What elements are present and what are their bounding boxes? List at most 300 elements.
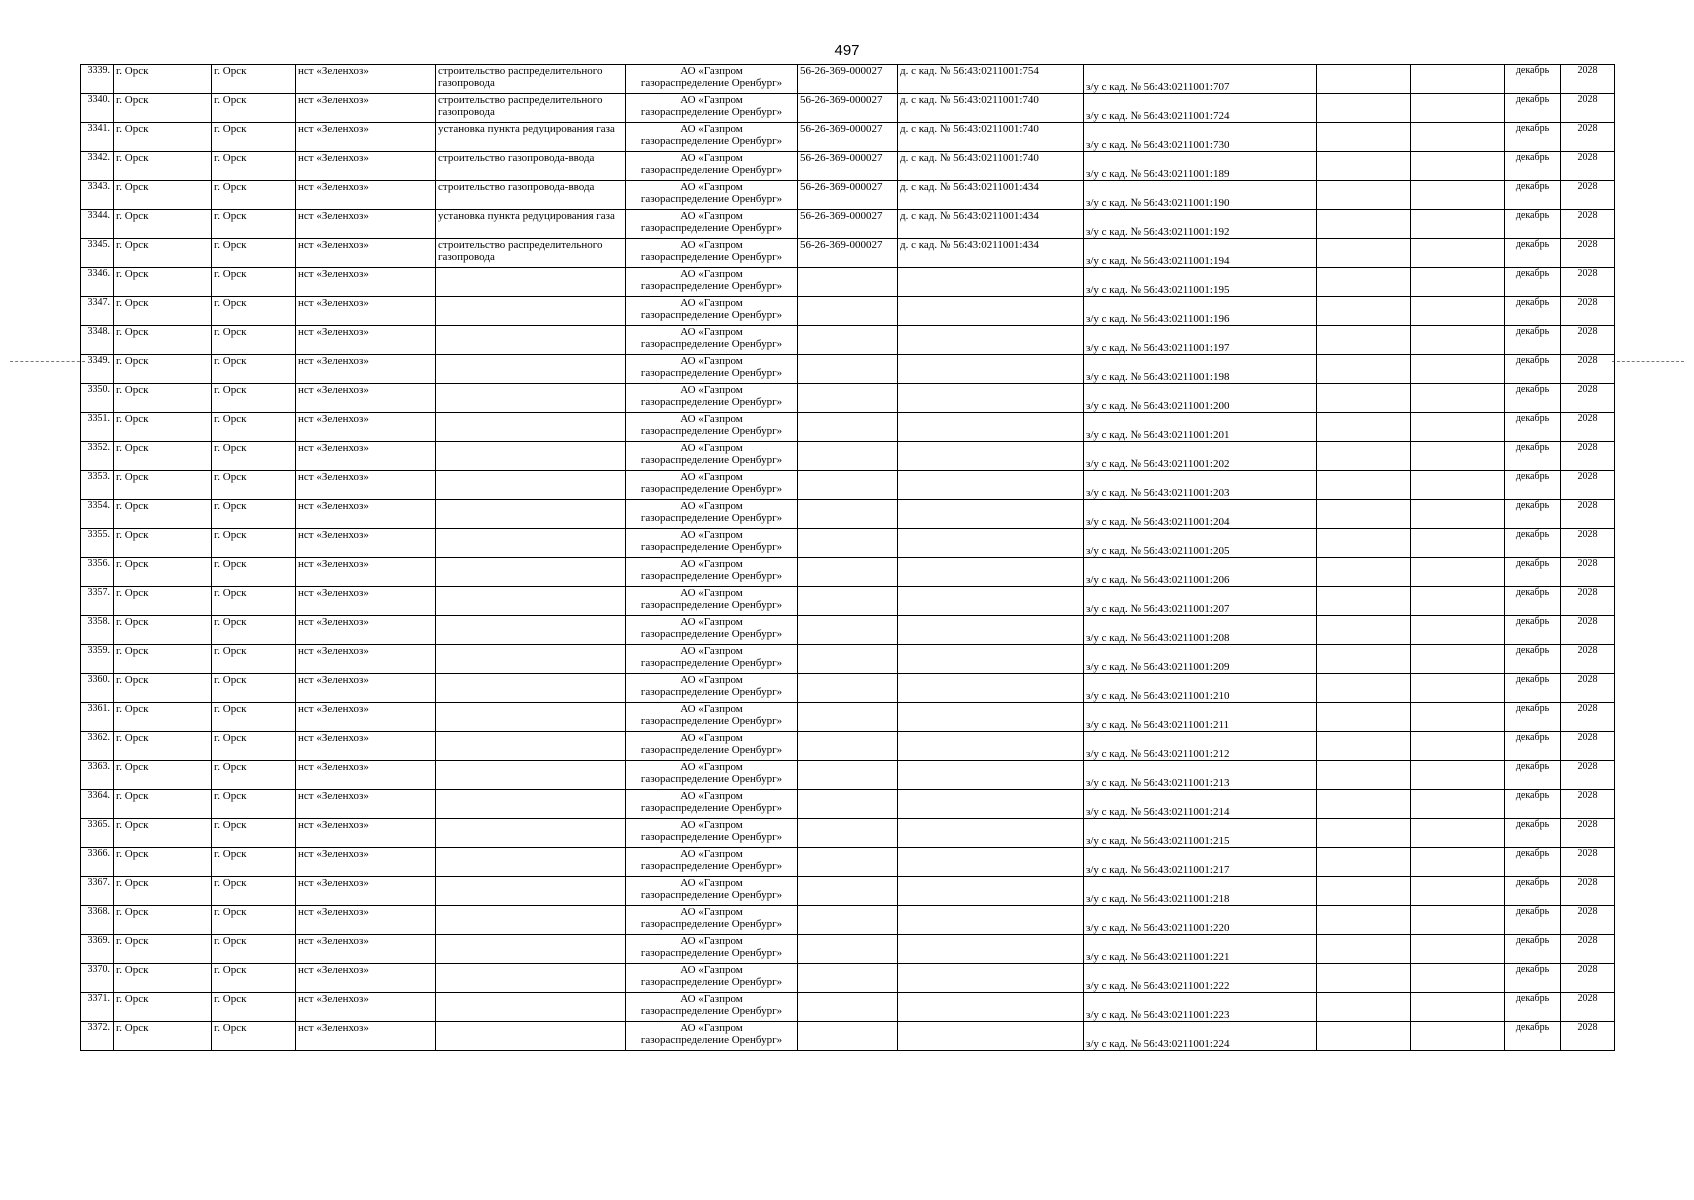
row-number-cell: 3364. bbox=[81, 790, 114, 819]
settlement-cell: г. Орск bbox=[212, 239, 296, 268]
year-cell: 2028 bbox=[1561, 790, 1615, 819]
row-number-cell: 3350. bbox=[81, 384, 114, 413]
year-cell: 2028 bbox=[1561, 268, 1615, 297]
city-cell: г. Орск bbox=[114, 94, 212, 123]
program-code-cell bbox=[798, 703, 898, 732]
row-number-cell: 3351. bbox=[81, 413, 114, 442]
house-cadastral-cell: д. с кад. № 56:43:0211001:434 bbox=[898, 181, 1084, 210]
organization-line-2: газораспределение Оренбург» bbox=[640, 106, 783, 118]
empty-cell bbox=[1317, 732, 1411, 761]
city-cell: г. Орск bbox=[114, 848, 212, 877]
organization-cell bbox=[626, 877, 798, 906]
organization-line-2: газораспределение Оренбург» bbox=[640, 251, 783, 263]
city-cell: г. Орск bbox=[114, 645, 212, 674]
program-code-cell bbox=[798, 848, 898, 877]
month-cell: декабрь bbox=[1505, 529, 1561, 558]
work-type-cell: установка пункта редуцирования газа bbox=[436, 210, 626, 239]
organization-line-2: газораспределение Оренбург» bbox=[640, 483, 783, 495]
work-type-cell bbox=[436, 587, 626, 616]
month-cell: декабрь bbox=[1505, 500, 1561, 529]
house-cadastral-cell bbox=[898, 413, 1084, 442]
month-cell: декабрь bbox=[1505, 123, 1561, 152]
work-type-cell bbox=[436, 616, 626, 645]
organization-line-2: газораспределение Оренбург» bbox=[640, 425, 783, 437]
table-row bbox=[81, 703, 1615, 732]
program-code-cell bbox=[798, 471, 898, 500]
partnership-cell: нст «Зеленхоз» bbox=[296, 674, 436, 703]
table-row bbox=[81, 152, 1615, 181]
month-cell: декабрь bbox=[1505, 761, 1561, 790]
house-cadastral-cell: д. с кад. № 56:43:0211001:754 bbox=[898, 65, 1084, 94]
partnership-cell: нст «Зеленхоз» bbox=[296, 993, 436, 1022]
organization-cell bbox=[626, 616, 798, 645]
year-cell: 2028 bbox=[1561, 674, 1615, 703]
table-row bbox=[81, 297, 1615, 326]
organization-line-2: газораспределение Оренбург» bbox=[640, 222, 783, 234]
organization-line-2: газораспределение Оренбург» bbox=[640, 889, 783, 901]
empty-cell bbox=[1411, 1022, 1505, 1051]
empty-cell bbox=[1411, 326, 1505, 355]
program-code-cell bbox=[798, 877, 898, 906]
work-type-cell bbox=[436, 935, 626, 964]
city-cell: г. Орск bbox=[114, 587, 212, 616]
house-cadastral-cell: д. с кад. № 56:43:0211001:740 bbox=[898, 123, 1084, 152]
table-row bbox=[81, 732, 1615, 761]
organization-line-2: газораспределение Оренбург» bbox=[640, 947, 783, 959]
work-type-cell bbox=[436, 268, 626, 297]
year-cell: 2028 bbox=[1561, 94, 1615, 123]
month-cell: декабрь bbox=[1505, 587, 1561, 616]
organization-line-1: АО «Газпром bbox=[680, 239, 743, 251]
plot-cadastral-cell: з/у с кад. № 56:43:0211001:205 bbox=[1084, 529, 1317, 558]
work-type-cell bbox=[436, 1022, 626, 1051]
house-cadastral-cell bbox=[898, 384, 1084, 413]
plot-cadastral-cell: з/у с кад. № 56:43:0211001:195 bbox=[1084, 268, 1317, 297]
row-number-cell: 3361. bbox=[81, 703, 114, 732]
organization-line-1: АО «Газпром bbox=[680, 616, 743, 628]
row-number-cell: 3353. bbox=[81, 471, 114, 500]
partnership-cell: нст «Зеленхоз» bbox=[296, 935, 436, 964]
house-cadastral-cell bbox=[898, 993, 1084, 1022]
organization-line-2: газораспределение Оренбург» bbox=[640, 831, 783, 843]
city-cell: г. Орск bbox=[114, 703, 212, 732]
settlement-cell: г. Орск bbox=[212, 65, 296, 94]
month-cell: декабрь bbox=[1505, 239, 1561, 268]
row-number-cell: 3357. bbox=[81, 587, 114, 616]
city-cell: г. Орск bbox=[114, 674, 212, 703]
year-cell: 2028 bbox=[1561, 877, 1615, 906]
city-cell: г. Орск bbox=[114, 558, 212, 587]
partnership-cell: нст «Зеленхоз» bbox=[296, 529, 436, 558]
city-cell: г. Орск bbox=[114, 355, 212, 384]
organization-line-1: АО «Газпром bbox=[680, 906, 743, 918]
organization-line-1: АО «Газпром bbox=[680, 645, 743, 657]
work-type-cell bbox=[436, 819, 626, 848]
plot-cadastral-cell: з/у с кад. № 56:43:0211001:201 bbox=[1084, 413, 1317, 442]
empty-cell bbox=[1411, 210, 1505, 239]
organization-line-2: газораспределение Оренбург» bbox=[640, 976, 783, 988]
empty-cell bbox=[1411, 732, 1505, 761]
organization-cell bbox=[626, 558, 798, 587]
month-cell: декабрь bbox=[1505, 355, 1561, 384]
organization-line-1: АО «Газпром bbox=[680, 471, 743, 483]
settlement-cell: г. Орск bbox=[212, 674, 296, 703]
month-cell: декабрь bbox=[1505, 442, 1561, 471]
organization-line-1: АО «Газпром bbox=[680, 964, 743, 976]
empty-cell bbox=[1317, 94, 1411, 123]
house-cadastral-cell: д. с кад. № 56:43:0211001:740 bbox=[898, 152, 1084, 181]
settlement-cell: г. Орск bbox=[212, 210, 296, 239]
empty-cell bbox=[1411, 94, 1505, 123]
row-number-cell: 3366. bbox=[81, 848, 114, 877]
city-cell: г. Орск bbox=[114, 906, 212, 935]
row-number-cell: 3340. bbox=[81, 94, 114, 123]
table-row bbox=[81, 993, 1615, 1022]
city-cell: г. Орск bbox=[114, 123, 212, 152]
organization-line-1: АО «Газпром bbox=[680, 819, 743, 831]
empty-cell bbox=[1317, 935, 1411, 964]
year-cell: 2028 bbox=[1561, 239, 1615, 268]
empty-cell bbox=[1411, 152, 1505, 181]
partnership-cell: нст «Зеленхоз» bbox=[296, 210, 436, 239]
table-row bbox=[81, 123, 1615, 152]
empty-cell bbox=[1411, 616, 1505, 645]
empty-cell bbox=[1411, 442, 1505, 471]
work-type-cell bbox=[436, 500, 626, 529]
organization-cell bbox=[626, 152, 798, 181]
month-cell: декабрь bbox=[1505, 964, 1561, 993]
city-cell: г. Орск bbox=[114, 732, 212, 761]
month-cell: декабрь bbox=[1505, 645, 1561, 674]
year-cell: 2028 bbox=[1561, 297, 1615, 326]
work-type-cell: строительство распределительного газопровода bbox=[436, 65, 626, 94]
empty-cell bbox=[1317, 703, 1411, 732]
organization-line-2: газораспределение Оренбург» bbox=[640, 541, 783, 553]
partnership-cell: нст «Зеленхоз» bbox=[296, 94, 436, 123]
month-cell: декабрь bbox=[1505, 616, 1561, 645]
row-number-cell: 3345. bbox=[81, 239, 114, 268]
row-number-cell: 3365. bbox=[81, 819, 114, 848]
program-code-cell bbox=[798, 645, 898, 674]
city-cell: г. Орск bbox=[114, 181, 212, 210]
row-number-cell: 3346. bbox=[81, 268, 114, 297]
partnership-cell: нст «Зеленхоз» bbox=[296, 1022, 436, 1051]
city-cell: г. Орск bbox=[114, 297, 212, 326]
row-number-cell: 3359. bbox=[81, 645, 114, 674]
partnership-cell: нст «Зеленхоз» bbox=[296, 703, 436, 732]
year-cell: 2028 bbox=[1561, 848, 1615, 877]
empty-cell bbox=[1411, 500, 1505, 529]
work-type-cell bbox=[436, 674, 626, 703]
work-type-cell: строительство газопровода-ввода bbox=[436, 152, 626, 181]
settlement-cell: г. Орск bbox=[212, 442, 296, 471]
organization-line-2: газораспределение Оренбург» bbox=[640, 454, 783, 466]
settlement-cell: г. Орск bbox=[212, 500, 296, 529]
table-row bbox=[81, 442, 1615, 471]
partnership-cell: нст «Зеленхоз» bbox=[296, 384, 436, 413]
empty-cell bbox=[1317, 790, 1411, 819]
plot-cadastral-cell: з/у с кад. № 56:43:0211001:214 bbox=[1084, 790, 1317, 819]
city-cell: г. Орск bbox=[114, 761, 212, 790]
city-cell: г. Орск bbox=[114, 326, 212, 355]
table-row bbox=[81, 819, 1615, 848]
month-cell: декабрь bbox=[1505, 384, 1561, 413]
house-cadastral-cell bbox=[898, 674, 1084, 703]
plot-cadastral-cell: з/у с кад. № 56:43:0211001:203 bbox=[1084, 471, 1317, 500]
settlement-cell: г. Орск bbox=[212, 152, 296, 181]
month-cell: декабрь bbox=[1505, 993, 1561, 1022]
work-type-cell bbox=[436, 906, 626, 935]
work-type-cell bbox=[436, 413, 626, 442]
empty-cell bbox=[1317, 123, 1411, 152]
settlement-cell: г. Орск bbox=[212, 761, 296, 790]
empty-cell bbox=[1411, 674, 1505, 703]
partnership-cell: нст «Зеленхоз» bbox=[296, 877, 436, 906]
program-code-cell bbox=[798, 384, 898, 413]
city-cell: г. Орск bbox=[114, 500, 212, 529]
house-cadastral-cell bbox=[898, 558, 1084, 587]
organization-line-2: газораспределение Оренбург» bbox=[640, 802, 783, 814]
table-row bbox=[81, 268, 1615, 297]
scan-artifact-line bbox=[1612, 361, 1684, 362]
year-cell: 2028 bbox=[1561, 732, 1615, 761]
table-row bbox=[81, 384, 1615, 413]
city-cell: г. Орск bbox=[114, 239, 212, 268]
empty-cell bbox=[1411, 645, 1505, 674]
plot-cadastral-cell: з/у с кад. № 56:43:0211001:212 bbox=[1084, 732, 1317, 761]
program-code-cell bbox=[798, 761, 898, 790]
work-type-cell bbox=[436, 732, 626, 761]
table-row bbox=[81, 674, 1615, 703]
row-number-cell: 3371. bbox=[81, 993, 114, 1022]
row-number-cell: 3348. bbox=[81, 326, 114, 355]
empty-cell bbox=[1411, 181, 1505, 210]
empty-cell bbox=[1411, 819, 1505, 848]
house-cadastral-cell bbox=[898, 500, 1084, 529]
program-code-cell bbox=[798, 558, 898, 587]
house-cadastral-cell: д. с кад. № 56:43:0211001:740 bbox=[898, 94, 1084, 123]
organization-line-2: газораспределение Оренбург» bbox=[640, 367, 783, 379]
settlement-cell: г. Орск bbox=[212, 268, 296, 297]
plot-cadastral-cell: з/у с кад. № 56:43:0211001:220 bbox=[1084, 906, 1317, 935]
partnership-cell: нст «Зеленхоз» bbox=[296, 732, 436, 761]
settlement-cell: г. Орск bbox=[212, 94, 296, 123]
table-row bbox=[81, 587, 1615, 616]
year-cell: 2028 bbox=[1561, 500, 1615, 529]
organization-line-2: газораспределение Оренбург» bbox=[640, 309, 783, 321]
empty-cell bbox=[1411, 297, 1505, 326]
settlement-cell: г. Орск bbox=[212, 558, 296, 587]
month-cell: декабрь bbox=[1505, 732, 1561, 761]
empty-cell bbox=[1411, 877, 1505, 906]
plot-cadastral-cell: з/у с кад. № 56:43:0211001:724 bbox=[1084, 94, 1317, 123]
organization-line-1: АО «Газпром bbox=[680, 442, 743, 454]
empty-cell bbox=[1317, 384, 1411, 413]
row-number-cell: 3369. bbox=[81, 935, 114, 964]
organization-line-1: АО «Газпром bbox=[680, 500, 743, 512]
table-row bbox=[81, 935, 1615, 964]
month-cell: декабрь bbox=[1505, 848, 1561, 877]
year-cell: 2028 bbox=[1561, 413, 1615, 442]
year-cell: 2028 bbox=[1561, 181, 1615, 210]
organization-line-2: газораспределение Оренбург» bbox=[640, 657, 783, 669]
organization-line-1: АО «Газпром bbox=[680, 993, 743, 1005]
gasification-table bbox=[80, 64, 1615, 1051]
organization-line-1: АО «Газпром bbox=[680, 65, 743, 77]
empty-cell bbox=[1317, 964, 1411, 993]
partnership-cell: нст «Зеленхоз» bbox=[296, 790, 436, 819]
row-number-cell: 3355. bbox=[81, 529, 114, 558]
year-cell: 2028 bbox=[1561, 152, 1615, 181]
table-row bbox=[81, 413, 1615, 442]
empty-cell bbox=[1411, 384, 1505, 413]
organization-line-1: АО «Газпром bbox=[680, 355, 743, 367]
house-cadastral-cell bbox=[898, 355, 1084, 384]
year-cell: 2028 bbox=[1561, 1022, 1615, 1051]
organization-line-2: газораспределение Оренбург» bbox=[640, 396, 783, 408]
partnership-cell: нст «Зеленхоз» bbox=[296, 616, 436, 645]
program-code-cell bbox=[798, 732, 898, 761]
table-row bbox=[81, 65, 1615, 94]
program-code-cell: 56-26-369-000027 bbox=[798, 65, 898, 94]
settlement-cell: г. Орск bbox=[212, 587, 296, 616]
table-row bbox=[81, 500, 1615, 529]
year-cell: 2028 bbox=[1561, 645, 1615, 674]
empty-cell bbox=[1411, 65, 1505, 94]
month-cell: декабрь bbox=[1505, 268, 1561, 297]
organization-line-1: АО «Газпром bbox=[680, 529, 743, 541]
settlement-cell: г. Орск bbox=[212, 181, 296, 210]
program-code-cell: 56-26-369-000027 bbox=[798, 239, 898, 268]
organization-line-1: АО «Газпром bbox=[680, 587, 743, 599]
city-cell: г. Орск bbox=[114, 1022, 212, 1051]
month-cell: декабрь bbox=[1505, 703, 1561, 732]
organization-cell bbox=[626, 703, 798, 732]
month-cell: декабрь bbox=[1505, 152, 1561, 181]
partnership-cell: нст «Зеленхоз» bbox=[296, 181, 436, 210]
row-number-cell: 3363. bbox=[81, 761, 114, 790]
plot-cadastral-cell: з/у с кад. № 56:43:0211001:200 bbox=[1084, 384, 1317, 413]
year-cell: 2028 bbox=[1561, 761, 1615, 790]
row-number-cell: 3356. bbox=[81, 558, 114, 587]
work-type-cell bbox=[436, 529, 626, 558]
organization-cell bbox=[626, 500, 798, 529]
house-cadastral-cell bbox=[898, 964, 1084, 993]
empty-cell bbox=[1411, 790, 1505, 819]
organization-line-1: АО «Газпром bbox=[680, 790, 743, 802]
table-row bbox=[81, 471, 1615, 500]
table-row bbox=[81, 326, 1615, 355]
program-code-cell bbox=[798, 964, 898, 993]
year-cell: 2028 bbox=[1561, 210, 1615, 239]
house-cadastral-cell bbox=[898, 529, 1084, 558]
organization-line-1: АО «Газпром bbox=[680, 297, 743, 309]
organization-line-2: газораспределение Оренбург» bbox=[640, 599, 783, 611]
partnership-cell: нст «Зеленхоз» bbox=[296, 471, 436, 500]
program-code-cell bbox=[798, 993, 898, 1022]
organization-line-1: АО «Газпром bbox=[680, 761, 743, 773]
house-cadastral-cell bbox=[898, 761, 1084, 790]
program-code-cell bbox=[798, 500, 898, 529]
house-cadastral-cell bbox=[898, 790, 1084, 819]
organization-cell bbox=[626, 239, 798, 268]
work-type-cell bbox=[436, 326, 626, 355]
plot-cadastral-cell: з/у с кад. № 56:43:0211001:222 bbox=[1084, 964, 1317, 993]
settlement-cell: г. Орск bbox=[212, 935, 296, 964]
settlement-cell: г. Орск bbox=[212, 790, 296, 819]
program-code-cell: 56-26-369-000027 bbox=[798, 123, 898, 152]
program-code-cell: 56-26-369-000027 bbox=[798, 210, 898, 239]
empty-cell bbox=[1411, 268, 1505, 297]
row-number-cell: 3344. bbox=[81, 210, 114, 239]
year-cell: 2028 bbox=[1561, 326, 1615, 355]
program-code-cell bbox=[798, 935, 898, 964]
organization-cell bbox=[626, 181, 798, 210]
program-code-cell bbox=[798, 1022, 898, 1051]
table-row bbox=[81, 94, 1615, 123]
organization-line-1: АО «Газпром bbox=[680, 558, 743, 570]
organization-cell bbox=[626, 384, 798, 413]
organization-line-2: газораспределение Оренбург» bbox=[640, 135, 783, 147]
partnership-cell: нст «Зеленхоз» bbox=[296, 500, 436, 529]
empty-cell bbox=[1317, 848, 1411, 877]
plot-cadastral-cell: з/у с кад. № 56:43:0211001:730 bbox=[1084, 123, 1317, 152]
settlement-cell: г. Орск bbox=[212, 906, 296, 935]
plot-cadastral-cell: з/у с кад. № 56:43:0211001:202 bbox=[1084, 442, 1317, 471]
program-code-cell: 56-26-369-000027 bbox=[798, 94, 898, 123]
organization-line-1: АО «Газпром bbox=[680, 152, 743, 164]
organization-line-2: газораспределение Оренбург» bbox=[640, 338, 783, 350]
city-cell: г. Орск bbox=[114, 210, 212, 239]
work-type-cell bbox=[436, 384, 626, 413]
program-code-cell bbox=[798, 413, 898, 442]
table-row bbox=[81, 616, 1615, 645]
organization-cell bbox=[626, 65, 798, 94]
year-cell: 2028 bbox=[1561, 529, 1615, 558]
organization-line-1: АО «Газпром bbox=[680, 935, 743, 947]
settlement-cell: г. Орск bbox=[212, 703, 296, 732]
city-cell: г. Орск bbox=[114, 790, 212, 819]
partnership-cell: нст «Зеленхоз» bbox=[296, 297, 436, 326]
month-cell: декабрь bbox=[1505, 326, 1561, 355]
organization-line-2: газораспределение Оренбург» bbox=[640, 715, 783, 727]
month-cell: декабрь bbox=[1505, 877, 1561, 906]
organization-line-1: АО «Газпром bbox=[680, 123, 743, 135]
month-cell: декабрь bbox=[1505, 297, 1561, 326]
empty-cell bbox=[1411, 123, 1505, 152]
city-cell: г. Орск bbox=[114, 268, 212, 297]
empty-cell bbox=[1317, 297, 1411, 326]
settlement-cell: г. Орск bbox=[212, 355, 296, 384]
empty-cell bbox=[1317, 587, 1411, 616]
month-cell: декабрь bbox=[1505, 65, 1561, 94]
organization-line-1: АО «Газпром bbox=[680, 384, 743, 396]
organization-cell bbox=[626, 210, 798, 239]
organization-line-2: газораспределение Оренбург» bbox=[640, 1005, 783, 1017]
table-body bbox=[81, 65, 1615, 1051]
organization-cell bbox=[626, 964, 798, 993]
partnership-cell: нст «Зеленхоз» bbox=[296, 152, 436, 181]
settlement-cell: г. Орск bbox=[212, 326, 296, 355]
organization-line-2: газораспределение Оренбург» bbox=[640, 773, 783, 785]
empty-cell bbox=[1317, 413, 1411, 442]
plot-cadastral-cell: з/у с кад. № 56:43:0211001:189 bbox=[1084, 152, 1317, 181]
work-type-cell bbox=[436, 558, 626, 587]
program-code-cell bbox=[798, 268, 898, 297]
empty-cell bbox=[1317, 645, 1411, 674]
organization-cell bbox=[626, 790, 798, 819]
empty-cell bbox=[1317, 529, 1411, 558]
